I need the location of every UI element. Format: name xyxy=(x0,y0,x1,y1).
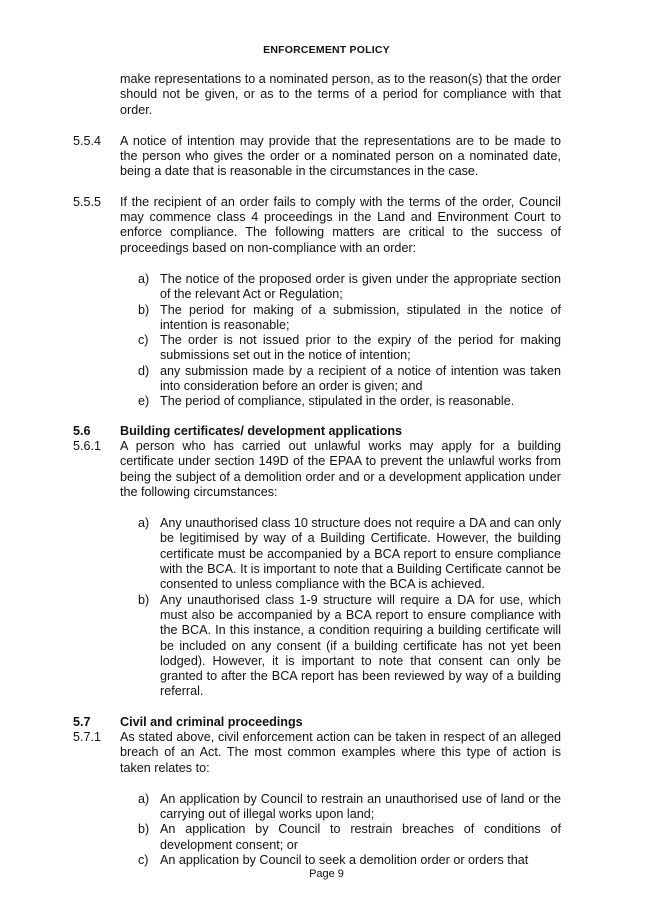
list-label: d) xyxy=(138,363,150,378)
section-number: 5.7 xyxy=(73,714,91,729)
list-label: b) xyxy=(138,592,150,607)
list-5-7-1 xyxy=(138,792,561,868)
list-text: The order is not issued prior to the expiry of the period for making submissions set out in the notice of intention; xyxy=(160,333,561,363)
section-text: If the recipient of an order fails to comply with the terms of the order, Council may commence class 4 proceedings in the Land and Environment Court to enforce compliance. The following matters are critical to the success of proceedings based on non-compliance with an order: xyxy=(120,194,561,255)
list-item xyxy=(138,272,561,303)
list-item xyxy=(138,593,561,700)
intro-text: make representations to a nominated person, as to the reason(s) that the order should not be given, or as to the terms of a period for compliance with that order. xyxy=(120,72,561,117)
section-5-6-heading xyxy=(73,424,561,439)
section-5-5-5 xyxy=(73,195,561,256)
list-label: a) xyxy=(138,271,150,286)
section-number: 5.6 xyxy=(73,423,91,438)
section-text: A person who has carried out unlawful works may apply for a building certificate under section 149D of the EPAA to prevent the unlawful works from being the subject of a demolition order and or a development application under the following circumstances: xyxy=(120,438,561,499)
list-item xyxy=(138,792,561,823)
list-label: c) xyxy=(138,333,149,348)
list-item xyxy=(138,394,561,409)
list-item xyxy=(138,822,561,853)
list-5-5-5 xyxy=(138,272,561,410)
list-text: Any unauthorised class 10 structure does not require a DA and can only be legitimised by way of a Building Certificate. However, the building certificate must be accompanied by a BCA report to ensure compliance with the BCA. It is important to note that a Building Certificate cannot be consented to unless compliance with the BCA is achieved. xyxy=(160,516,561,592)
section-number: 5.6.1 xyxy=(73,438,102,453)
page-body xyxy=(73,72,561,868)
page-header: ENFORCEMENT POLICY xyxy=(263,44,390,56)
list-label: b) xyxy=(138,822,150,837)
list-item xyxy=(138,853,561,868)
list-label: b) xyxy=(138,302,150,317)
list-5-6-1 xyxy=(138,516,561,700)
section-5-5-4 xyxy=(73,134,561,180)
list-label: c) xyxy=(138,853,149,868)
section-5-6-1 xyxy=(73,439,561,500)
list-label: a) xyxy=(138,791,150,806)
list-item xyxy=(138,516,561,592)
list-item xyxy=(138,364,561,395)
section-5-7-1 xyxy=(73,730,561,776)
page-number: Page 9 xyxy=(309,868,344,880)
section-text: A notice of intention may provide that the representations are to be made to the person who gives the order or a nominated person on a nominated date, being a date that is reasonable in the circumstances in the case. xyxy=(120,133,561,179)
list-text: The notice of the proposed order is given under the appropriate section of the relevant Act or Regulation; xyxy=(160,271,561,302)
section-title: Civil and criminal proceedings xyxy=(120,714,303,729)
list-label: a) xyxy=(138,516,150,531)
list-text: The period of compliance, stipulated in the order, is reasonable. xyxy=(160,394,515,409)
intro-paragraph xyxy=(73,72,561,118)
list-text: An application by Council to seek a demolition order or orders that xyxy=(160,853,529,868)
section-5-7-heading xyxy=(73,715,561,730)
list-text: any submission made by a recipient of a notice of intention was taken into consideration before an order is given; and xyxy=(160,363,561,394)
list-text: The period for making of a submission, stipulated in the notice of intention is reasonable; xyxy=(160,302,561,332)
section-number: 5.5.4 xyxy=(73,133,102,148)
list-label: e) xyxy=(138,394,150,409)
section-title: Building certificates/ development applications xyxy=(120,423,403,438)
section-number: 5.7.1 xyxy=(73,729,102,744)
list-text: An application by Council to restrain breaches of conditions of development consent; or xyxy=(160,822,561,852)
list-text: Any unauthorised class 1-9 structure will require a DA for use, which must also be accompanied by a BCA report to ensure compliance with the BCA. In this instance, a condition requiring a building certificate will be included on any consent (if a building certificate has not yet been lodged). However, it is important to note that consent can only be granted to after the BCA report has been reviewed by way of a building referral. xyxy=(160,592,561,699)
section-number: 5.5.5 xyxy=(73,194,102,209)
list-item xyxy=(138,333,561,364)
list-item xyxy=(138,303,561,334)
list-text: An application by Council to restrain an unauthorised use of land or the carrying out of illegal works upon land; xyxy=(160,791,561,822)
section-text: As stated above, civil enforcement action can be taken in respect of an alleged breach of an Act. The most common examples where this type of action is taken relates to: xyxy=(120,729,561,775)
